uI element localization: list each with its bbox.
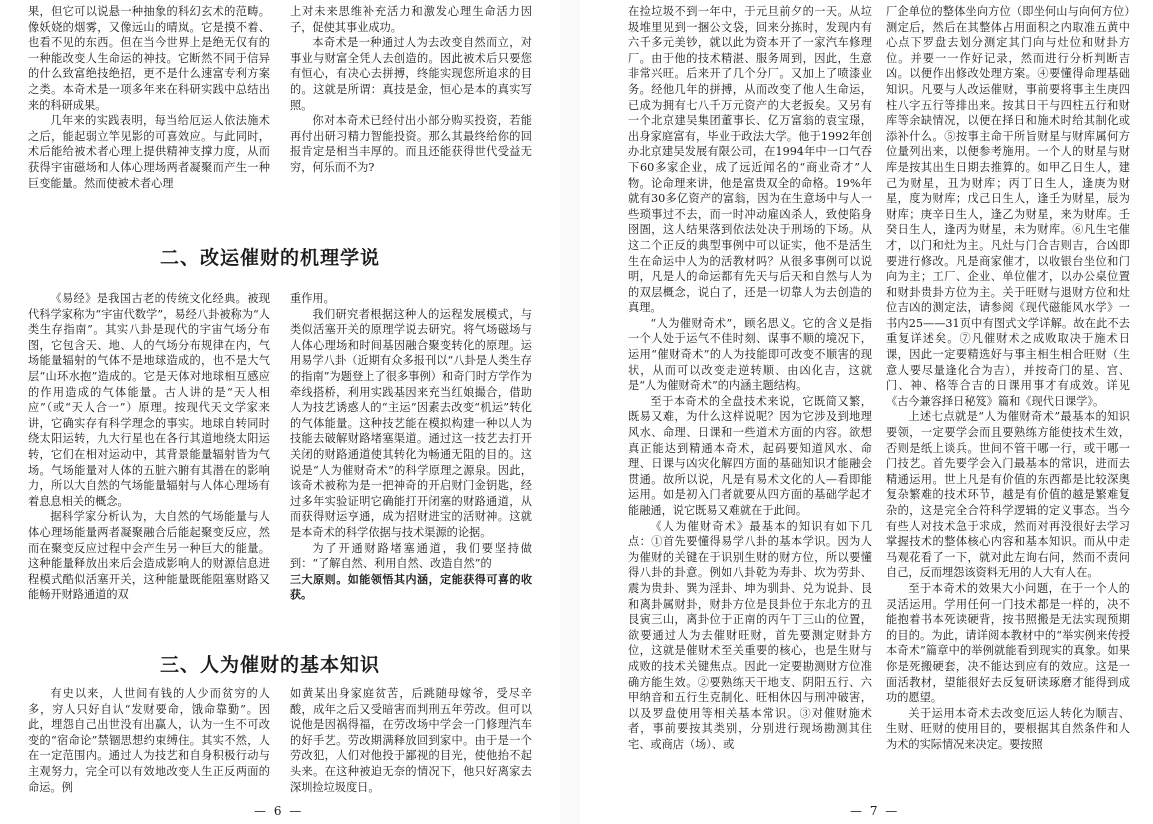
paragraph: 厂企单位的整体坐向方位（即坐何山与向何方位）测定后，然后在其整体占用面积之内取准五黄中心点下罗盘去划分测定其门向与灶位和财卦方位。并要一一作好记录，然而进行分析判断吉凶。以便作出修改处理方案。④要懂得命理基础知识。凡要与人改运催财，事前要将事主生庚四柱八字五行等排出来。按其日干与四柱五行和财库等余缺情况，以便在择日和施术时给其制化或添补什么。⑤按事主命干所旨财星与财库属何方位量列出来，以便参考施用。一个人的财星与财库是按其出生日期去推算的。如甲乙日生人，建己为财星，丑为财库；丙丁日生人，逢庚为财星，度为财库；戊己日生人，逢壬为财星，辰为财库；庚辛日生人，逢乙为财星，来为财库。壬癸日生人，逢丙为财星，未为财库。⑥凡生宅催才，以门和灶为主。凡灶与门合吉则吉，合凶即要进行修改。凡是商家催才，以收银台坐位和门向为主；工厂、企业、单位催才，以办公桌位置和财卦贵卦方位为主。关于旺财与退财方位和灶位吉凶的测定法，请参阅《现代磁能风水学》一书内25——31页中有图式文学详解。故在此不去重复详述矣。⑦凡催财术之成败取决于施术日课，因此一定要精选好与事主相生相合旺财（生意人要尽量逢化合为吉），并按奇门的星、宫、门、神、格等合吉的日课用事才有成效。详见《古今兼容择日秘笈》篇和《现代日课学》。 [886, 5, 1130, 408]
paragraph: 在捡垃圾不到一年中，于元旦前夕的一天。从垃圾堆里见到一捆公文袋，回来分拣时，发现内有六千多元美钞，就以此为资本开了一家汽车修理厂。由于他的技术精湛、服务周到，因此，生意非常兴旺。后来开了几个分厂。又加上了喷漆业务。经他几年的拼搏，从而改变了他人生命运，已成为拥有七八千万元资产的大老扳矣。又另有一个北京建吴集团董事长、亿万富翁的袁宝璟，出身家庭富有，毕业于政法大学。他于1992年创办北京建吴发展有限公司，在1994年中一口气吞下60多家企业，成了远近闻名的“商业奇才”人物。论命理来讲，他是富贵双全的命格。19%年就有30多亿资产的富翁，因为在生意场中与人一些琐事过不去，而一时冲动雇凶杀人，致使陷身囹圄，这人结果落到依法处决于刑场的下场。从这二个正反的典型事例中可以证实，他不是活生生在命运中人为的活教材吗？从很多事例可以说明，凡是人的命运都有先天与后天和自然与人为的双层概念，说白了，还是一切靠人为去创造的真理。 [628, 5, 872, 315]
page-number: — 7 — [850, 804, 900, 818]
paragraph: 《易经》是我国古老的传统文化经典。被现代科学家称为“宇宙代数学”，易经八卦被称为“人类生存指南”。其实八卦是现代的宇宙气场分布图，它包含天、地、人的气场分布规律在内，气场能量辐射的气体不是地球造成的，也不是大气层“山环水抱”造成的。它是天体对地球相互感应的作用造成的气体能量。古人讲的是“天人相应”（或“天人合一”）原理。按现代天文学家来讲，它确实存有科学理念的事实。地球自转同时绕太阳运转，九大行星也在各行其道地绕太阳运转，它们在相对运动中，其背景能量辐射皆为气场。气场能量对人体的五脏六腑有其潜在的影响力，所以大自然的气场能量辐射与人体心理场有着息息相关的概念。 [28, 292, 270, 508]
right-col2 [886, 4, 1130, 800]
paragraph: 至于本奇术的全盘技术来说，它既简又繁，既易又难，为什么这样说呢？因为它涉及到地理风水、命理、日课和一些道术方面的内容。欲想真正能达到精通本奇术，起码要知道风水、命理、日课与凶灾化解四方面的基础知识才能融会贯通。故所以说，凡是有易术文化的人—看即能运用。如是初入门者就要从四方面的基础学起才能融通，说它既易又难就在于此间。 [628, 394, 872, 517]
page-number: — 6 — [254, 804, 304, 818]
left-col1-top [28, 4, 270, 208]
section-heading-3: 三、人为催财的基本知识 [160, 654, 381, 676]
left-col2-top [290, 4, 532, 208]
left-page [0, 0, 560, 824]
left-col1-bot [28, 686, 270, 796]
paragraph: 关于运用本奇术去改变厄运人转化为顺吉、生财、旺财的使用目的，要根据其自然条件和人为术的实际情况来决定。要按照 [886, 706, 1130, 751]
paragraph: 果，但它可以说悬一种抽象的科幻玄术的范畴。像妖娆的烟雾，又像远山的晴岚。它是摸不着、也看不见的东西。但在当今世界上是绝无仅有的一种能改变人生命运的神技。它断然不同于信异的什么致富绝技绝招，更不是什么速富专利方案之类。本奇术是一项多年来在科研实践中总结出来的科研成果。 [28, 5, 270, 112]
paragraph: 上对未来思维补充活力和激发心理生命活力因子，促使其事业成功。 [290, 5, 532, 34]
paragraph: 有史以来，人世间有钱的人少而贫穷的人多，穷人只好自认“发财要命，饿命靠勤”。因此，埋怨自己出世没有出赢人，认为一生不可改变的“宿命论”禁锢思想约束缚住。其实不然，人在一定范围内。通过人为技艺和自身积极行动与主观努力，完全可以有效地改变人生正反两面的命运。例 [28, 687, 270, 794]
left-col2-mid [290, 291, 532, 613]
page-gutter [560, 0, 580, 824]
paragraph: 几年来的实践表明，每当给厄运人依法施术之后，能起弱立竿见影的可喜效应。与此同时，术后能给被术者心理上提供精神支撑力度，从而获得宇宙磁场和人体心理场两者凝聚而产生一种巨变能量。然而使被术者心理 [28, 114, 270, 190]
paragraph: “人为催财奇术”，顾名思义。它的含义是指一个人处于运气不佳时刻、谋事不顺的境况下，运用“催财奇术”的人为技能即可改变不顺害的现状，从而可以改变走逆转顺、由凶化吉，这就是“人为催财奇术”的内涵主题结构。 [628, 316, 872, 393]
paragraph: 重作用。 [290, 292, 335, 305]
left-col1-mid [28, 291, 270, 613]
paragraph: 本奇术是一种通过人为去改变自然而立，对事业与财富全凭人去创造的。因此被术后只要您有恒心，有决心去拼搏，终能实现您所追求的目的。这就是所谓：真技是金，恒心是本的真实写照。 [290, 36, 532, 112]
paragraph: 上述七点就是“人为催财奇术”最基本的知识要领，一定要学会而且要熟练方能使技术生效，否则是纸上谈兵。世间不管干哪一行，或干哪一门技艺。首先要学会入门最基本的常识，进而去精通运用。世上凡是有价值的东西都是比较深奥复杂繁难的技术环节，越是有价值的越是繁难复杂的，这是完全合符科学逻辑的定义事态。当今有些人对技术急于求成，然而对再没很好去学习掌握技术的整体核心内容和基本知识。而从中走马观花看了一下，就对此左询右问，然而不责问自己，反而埋怨该资料无用的人大有人在。 [886, 410, 1130, 580]
paragraph: 为了开通财路堵塞通道，我们要坚持做到：“了解自然、利用自然、改造自然”的 [290, 541, 532, 571]
right-page [580, 0, 1153, 824]
paragraph: 至于本奇术的效果大小问题，在于一个人的灵活运用。学用任何一门技术都是一样的，决不能抱着书本死读硬背，按书照搬是无法实现预期的目的。为此，请详阅本教材中的“举实例来传授本奇术”篇章中的举例就能看到现实的真象。如果你是死搬硬套，决不能达到应有的效应。这是一面活教材，望能很好去反复研读琢磨才能得到成功的愿望。 [886, 581, 1130, 705]
left-col2-bot [290, 686, 532, 796]
bold-text: 三大原则。如能领悟其内涵，定能获得可喜的收获。 [290, 572, 532, 602]
right-col1 [628, 4, 872, 800]
paragraph: 你对本奇术已经付出小部分购买投资，若能再付出研习精力智能投资。那么其最终给你的回报肯定是相当丰厚的。而且还能获得世代受益无穷，何乐而不为? [290, 114, 532, 174]
paragraph: 据科学家分析认为，大自然的气场能量与人体心理场能量两者凝聚融合后能起聚变反应，然而在聚变反应过程中会产生另一种巨大的能量。这种能量释放出来后会造成影响人的财源信息进程模式酷似活塞开关，这种能量既能阻塞财路又能畅开财路通道的双 [28, 510, 270, 602]
paragraph: 《人为催财奇术》最基本的知识有如下几点：①首先要懂得易学八卦的基本学识。因为人为催财的关键在于识别生财的财方位，所以要懂得八卦的卦意。例如八卦乾为寿卦、坎为劳卦、震为贵卦、巽为淫卦、坤为驯卦、兑为说卦、艮和离卦属财卦，财卦方位是艮卦位于东北方的丑艮寅三山，离卦位于正南的丙午丁三山的位置，欲要通过人为去催财旺财，首先要测定财卦方位，这就是催财术至关重要的核心，也是生财与成败的技术关键焦点。因此一定要勘测财方位准确方能生效。②要熟练天干地支、阴阳五行、六甲纳音和五行生克制化、旺相休囚与刑冲破害，以及罗盘使用等相关基本常识。③对催财施术者，事前要按其类别，分别进行现场勘测其住宅、或商店（场）、或 [628, 519, 872, 751]
paragraph: 如黄某出身家庭贫苦，后跳随母嫁爷，受尽辛酸，成年之后又受暗害而判刑五年劳改。但可以说他是因祸得福，在劳改场中学会一门修理汽车的好手艺。劳改期满释放回到家中。由于是一个劳改犯，人们对他投于鄙视的目光，使他抬不起头来。在这种被迫无奈的情况下，他只好离家去深圳捡垃圾度日。 [290, 687, 532, 794]
section-heading-2: 二、改运催财的机理学说 [160, 247, 381, 269]
paragraph: 我们研究者根据这种人的运程发展模式，与类似活塞开关的原理学说去研究。将气场磁场与人体心理场和时间基因融合聚变转化的原理。运用易学八卦（近期有众多报刊以“八卦是人类生存的指南”为题登上了很多事例）和奇门时方学作为牵线搭桥，利用实践基因来充当红娘撮合，借助人为技艺诱惑人的“主运”因素去改变“机运”转化的气体能量。这种技艺能在模拟构建一种以人为技能去破解财路堵塞渠道。通过这一技艺去打开关闭的财路通道使其转化为畅通无阻的目的。这说是“人为催财奇术”的科学原理之源泉。因此，该奇术被称为是一把神奇的开启财门金钥匙，经过多年实验证明它确能打开闭塞的财路通道，从而获得财运亨通，成为招财进宝的活财神。这就是本奇术的科学依据与技术渠源的论据。 [290, 307, 532, 539]
